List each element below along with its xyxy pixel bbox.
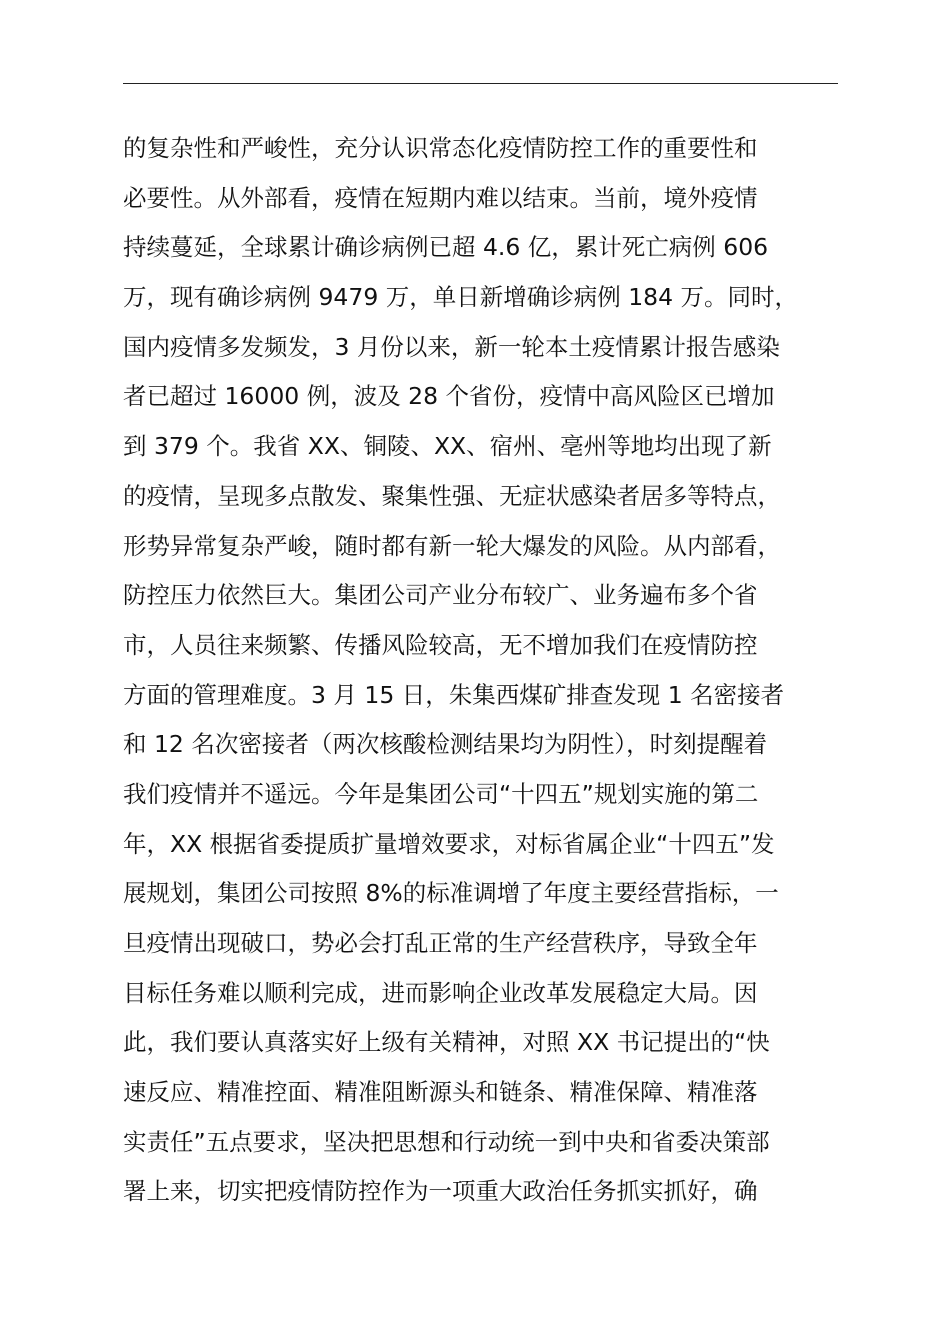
text-line: 速反应、精准控面、精准阻断源头和链条、精准保障、精准落 <box>123 1078 758 1107</box>
text-line: 此，我们要认真落实好上级有关精神，对照 XX 书记提出的“快 <box>123 1028 770 1057</box>
document-body <box>123 124 858 1217</box>
text-line: 我们疫情并不遥远。今年是集团公司“十四五”规划实施的第二 <box>123 779 759 808</box>
text-line: 的复杂性和严峻性，充分认识常态化疫情防控工作的重要性和 <box>123 134 758 162</box>
text-line: 万，现有确诊病例 9479 万，单日新增确诊病例 184 万。同时， <box>123 283 799 312</box>
text-line: 实责任”五点要求，坚决把思想和行动统一到中央和省委决策部 <box>123 1127 770 1156</box>
text-line: 到 379 个。我省 XX、铜陵、XX、宿州、亳州等地均出现了新 <box>123 432 772 461</box>
text-line: 展规划，集团公司按照 8%的标准调增了年度主要经营指标，一 <box>123 879 779 908</box>
text-line: 和 12 名次密接者（两次核酸检测结果均为阴性），时刻提醒着 <box>123 730 768 759</box>
text-line: 市，人员往来频繁、传播风险较高，无不增加我们在疫情防控 <box>123 630 758 659</box>
text-line: 防控压力依然巨大。集团公司产业分布较广、业务遍布多个省 <box>123 581 758 610</box>
text-line: 署上来，切实把疫情防控作为一项重大政治任务抓实抓好，确 <box>123 1177 758 1206</box>
text-line: 者已超过 16000 例，波及 28 个省份，疫情中高风险区已增加 <box>123 382 775 411</box>
text-line: 方面的管理难度。3 月 15 日，朱集西煤矿排查发现 1 名密接者 <box>123 680 785 709</box>
text-line: 持续蔓延，全球累计确诊病例已超 4.6 亿，累计死亡病例 606 <box>123 233 769 262</box>
text-line: 形势异常复杂严峻，随时都有新一轮大爆发的风险。从内部看， <box>123 531 781 560</box>
text-line: 旦疫情出现破口，势必会打乱正常的生产经营秩序，导致全年 <box>123 929 758 957</box>
text-line: 目标任务难以顺利完成，进而影响企业改革发展稳定大局。因 <box>123 978 758 1007</box>
text-line: 的疫情，呈现多点散发、聚集性强、无症状感染者居多等特点， <box>123 481 781 510</box>
text-line: 必要性。从外部看，疫情在短期内难以结束。当前，境外疫情 <box>123 183 758 212</box>
text-line: 国内疫情多发频发，3 月份以来，新一轮本土疫情累计报告感染 <box>123 332 780 361</box>
text-line: 年，XX 根据省委提质扩量增效要求，对标省属企业“十四五”发 <box>123 829 775 858</box>
header-divider <box>123 83 838 84</box>
